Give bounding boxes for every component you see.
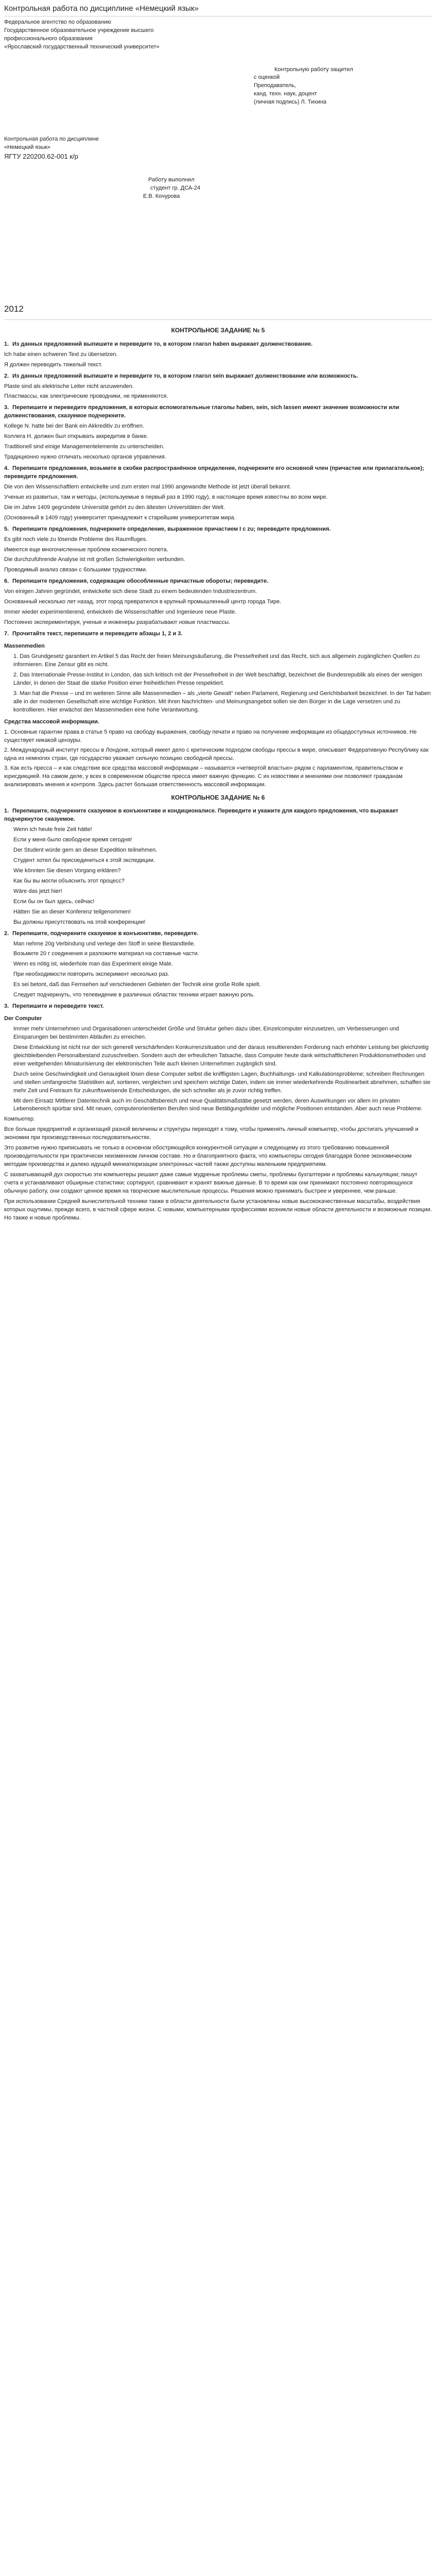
question-text: Перепишите и переведите текст. (12, 1003, 104, 1010)
university-line: «Ярославский государственный технический университет» (4, 43, 160, 50)
task-5-question-2 (4, 372, 432, 381)
answer-line: Имеются еще многочисленные проблем космического полета. (4, 546, 168, 553)
answer-line: Es sei betont, daß das Fernsehen auf verschiedenen Gebieten der Technik eine große Rolle spielt. (13, 981, 261, 988)
ministry-line: Федеральное агентство по образованию (4, 19, 111, 25)
answer-line: Die von den Wissenschaftlern entwickelte und zum ersten mal 1990 angewandte Methode ist jetzt überall bekannt. (4, 483, 291, 490)
answer-line: Как бы вы могли объяснить этот процесс? (13, 877, 125, 884)
answer-line: Возьмите 20 г соединения и разложите материал на составные части. (13, 951, 199, 957)
answer-line: Ученые из развитых, там и методы, (используемые в первый раз в 1990 году), в настоящее время известны во всем мире. (4, 494, 328, 500)
approval-line-4: канд. техн. наук, доцент (254, 91, 317, 97)
text-paragraph: Diese Entwicklung ist nicht nur der sich generell verschärfenden Konkurrenzsituation und der daraus resultierenden Forderung nach erhöhter Leistung bei gleichzeitig gleichbleibenden Personalbestand zuzuschreiben. Sondern auch der erfreulichen Tatsache, dass Computer heute dank wirtschaftlicheren Produktionsmethoden und einer weitgehenden Miniaturisierung der elektronischen Teile auch kleinen Unternehmen zugänglich sind. (13, 1044, 429, 1067)
text-paragraph: 2. Das Internationale Presse-Institut in London, das sich kritisch mit der Pressefreiheit in der Welt beschäftigt, bezeichnet die Bundesrepublik als eines der wenigen Länder, in denen der Staat die starke Position einer freiheitlichen Presse respektiert. (13, 671, 423, 686)
text-paragraph: Durch seine Geschwindigkeit und Genauigkeit lösen diese Computer selbst die kniffligsten Lagen, Buchhaltungs- und Kalkulationsprobleme; schreiben Rechnungen und stellen umfangreiche Statistiken auf, sortieren, vergleichen und speichern wichtige Daten, indem sie immer wiederkehrende Routinearbeit abnehmen, schaffen sie mehr Zeit und Freiraum für zukunftsweisende Entscheidungen, die sich schneller als je zuvor richtig treffen. (13, 1071, 430, 1094)
task-5-question-4 (4, 465, 432, 481)
answer-line: Immer wieder experimentierend, entwickeln die Wissenschaftler und Ingenieure neue Plaste. (4, 609, 237, 616)
question-number: 4. (4, 465, 9, 471)
question-number: 1. (4, 341, 9, 347)
approval-line-2: с оценкой (254, 74, 280, 81)
answer-line: Wenn es nötig ist, wiederhole man das Experiment einige Male. (13, 961, 173, 968)
work-block (4, 135, 432, 162)
answer-line: Вы должны присутствовать на этой конференции! (13, 919, 146, 925)
question-text: Прочитайте текст, перепишите и переведите абзацы 1, 2 и 3. (12, 631, 183, 637)
question-text: Перепишите, подчеркните сказуемое в конъюнктиве, переведите. (12, 930, 199, 937)
answer-line: Если бы он был здесь, сейчас! (13, 898, 95, 905)
page-title: Контрольная работа по дисциплине «Немецкий язык» (4, 3, 432, 16)
task-5-question-7 (4, 630, 432, 638)
answer-line: Постоянно экспериментируя, ученые и инженеры разрабатывают новые пластмассы. (4, 619, 231, 626)
answer-line: Проводимый анализ связан с большими трудностями. (4, 567, 148, 573)
question-number: 5. (4, 526, 9, 532)
text-heading: Der Computer (4, 1015, 42, 1022)
task-5-section (4, 326, 432, 789)
answer-line: Wie könnten Sie diesen Vorgang erklären? (13, 867, 121, 874)
student-line-3: Е.В. Кочурова (143, 193, 180, 199)
task-6-title: КОНТРОЛЬНОЕ ЗАДАНИЕ № 6 (171, 793, 265, 801)
answer-line: Die im Jahre 1409 gegründete Universität gehört zu den ältesten Universitäten der Welt. (4, 504, 225, 511)
question-text: Перепишите предложения, содержащие обособленные причастные обороты; переведите. (12, 578, 269, 585)
divider (4, 319, 432, 320)
work-line-1: Контрольная работа по дисциплине (4, 136, 99, 143)
answer-line: При необходимости повторить эксперимент несколько раз. (13, 971, 169, 978)
answer-line: Kollege N. hatte bei der Bank ein Akkreditiv zu eröffnen. (4, 423, 144, 430)
answer-line: Man nehme 20g Verbindung und verlege den Stoff in seine Bestandteile. (13, 940, 196, 947)
institution-line-2: профессионального образования (4, 35, 93, 42)
translation-paragraph: С захватывающей дух скоростью эти компьютеры решают даже самые мудреные проблемы сметы, проблемы бухгалтерии и проблемы калькуляции; пишут счета и устанавливают обширные статистики; сортируют, сравнивают и хранят важные данные. В то время как они принимают постоянно повторяющуюся обычную работу, они создают ценное время на творческие мыслительные процессы. Решения можно принимать быстрее и увереннее, чем раньше. (4, 1172, 417, 1194)
answer-line: Von einigen Jahren gegründet, entwickelte sich diese Stadt zu einem bedeutenden Industriezentrum. (4, 588, 257, 595)
title-page-header (4, 19, 432, 52)
translation-paragraph: Это развитие нужно приписывать не только в основном обостряющейся конкурентной ситуации и следующему из этого требованию повышенной производительности при практически неизменном личном составе. Но и благоприятного факта, что компьютеры сегодня благодаря более экономическим методам производства и далеко идущей миниатюризации электронных частей также доступны маленьким предприятиям. (4, 1145, 412, 1168)
answer-line: (Основанный в 1409 году) университет принадлежит к старейшим университетам мира. (4, 514, 236, 521)
task-6-question-3 (4, 1003, 432, 1011)
approval-line-3: Преподаватель, (254, 82, 296, 89)
work-code: ЯГТУ 220200.62-001 к/р (4, 152, 78, 161)
task-5-question-6 (4, 578, 432, 586)
task-6-question-1 (4, 807, 432, 824)
answer-line: Die durchzuführende Analyse ist mit großen Schwierigkeiten verbunden. (4, 556, 185, 563)
approval-block (254, 66, 432, 107)
year-label: 2012 (4, 303, 24, 314)
question-text: Из данных предложений выпишите и переведите то, в котором глагол haben выражает долженствование. (12, 341, 313, 347)
answer-line: Der Student würde gern an dieser Expedition teilnehmen. (13, 847, 158, 854)
answer-line: Plaste sind als elektrische Leiter nicht anzuwenden. (4, 383, 134, 389)
translation-heading: Средства массовой информации. (4, 719, 99, 725)
answer-line: Hätten Sie an dieser Konferenz teilgenommen! (13, 908, 131, 915)
question-number: 2. (4, 930, 9, 937)
approval-line-5: (личная подпись) Л. Тихина (254, 99, 327, 106)
text-paragraph: 3. Man hat die Presse – und im weiteren Sinne alle Massenmedien – als „vierte Gewalt“ neben Parlament, Regierung und Gerichtsbarkeit bezeichnet. In der Tat haben alle in der modernen Gesellschaft eine wichtige Funktion. Mit ihren Nachrichten- und Meinungsangebot sollen sie den Bürger in die Lage versetzen und zu kontrollieren. Hier erwächst den Massenmedien eine hohe Verantwortung. (13, 690, 431, 713)
answer-line: Traditionell sind einige Managementelemente zu unterscheiden. (4, 444, 165, 450)
task-5-question-5 (4, 526, 432, 534)
task-5-question-3 (4, 404, 432, 420)
translation-paragraph: При использовании Средней вычислительной техники также в области деятельности были установлены новые высококачественные масштабы, воздействия которых ощутимы, прежде всего, в частной сфере жизни. С новыми, компьютерными профессиями возникли новые области деятельности и возможные позиции. Но также и новые проблемы. (4, 1198, 432, 1221)
answer-line: Традиционно нужно отличать несколько органов управления. (4, 454, 166, 461)
translation-paragraph: 3. Как есть пресса – и как следствие все средства массовой информации – называется «четвертой властью» рядом с парламентом, правительством и юрисдикцией. На самом деле, у всех в современном обществе пресса имеет важную функцию. С их новостями и мнениями они позволяют гражданам анализировать мнения и контроля. Здесь растет большая ответственность массовой информации. (4, 765, 403, 788)
student-line-2: студент гр. ДСА-24 (150, 184, 201, 191)
text-paragraph: Mit dem Einsatz Mittlerer Datentechnik auch im Geschäftsbereich und neue Qualitätsmaßstäbe gesetzt werden, deren Auswirkungen vor allem im privaten Lebensbereich spürbar sind. Mit neuen, computerorientierten Berufen sind neue Betätigungsfelder und mögliche Positionen entstanden. Aber auch neue Probleme. (13, 1097, 423, 1112)
document-page (0, 0, 436, 1235)
question-number: 7. (4, 631, 9, 637)
answer-line: Основанный несколько лет назад, этот город превратился в крупный промышленный центр города Тире. (4, 599, 282, 605)
answer-line: Студент хотел бы присоединиться к этой экспедиции. (13, 857, 155, 864)
answer-line: Ich habe einen schweren Text zu übersetzen. (4, 351, 118, 358)
task-5-title: КОНТРОЛЬНОЕ ЗАДАНИЕ № 5 (171, 327, 265, 334)
question-text: Перепишите предложения, подчеркните определение, выраженное причастием I с zu; переведите предложения. (12, 526, 331, 532)
question-number: 3. (4, 1003, 9, 1010)
text-paragraph: Immer mehr Unternehmen und Organisationen unterscheidet Größe und Struktur gehen dazu über, Einzelcomputer einzusetzen, um Verbesserungen und Einsparungen bei bestimmten Abläufen zu erreichen. (13, 1026, 399, 1040)
task-6-question-2 (4, 930, 432, 938)
work-line-2: «Немецкий язык» (4, 144, 51, 151)
question-text: Из данных предложений выпишите и переведите то, в котором глагол sein выражает долженствование или возможность. (12, 372, 358, 379)
student-block (143, 176, 432, 201)
institution-line-1: Государственное образовательное учреждение высшего (4, 27, 154, 33)
question-number: 1. (4, 808, 9, 815)
translation-paragraph: 2. Международный институт прессы в Лондоне, который имеет дело с критическим подходом свободы прессы в мире, описывает Федеративную Республику как одна из немногих стран, где государство уважает сильную позицию свободной прессы. (4, 747, 429, 762)
question-number: 3. (4, 404, 9, 411)
question-text: Перепишите и переведите предложения, в которых вспомогательные глаголы haben, sein, sich lassen имеют значение возможности или долженствования, сказуемое подчеркните. (4, 404, 399, 419)
answer-line: Es gibt noch viele zu lösende Probleme des Raumfluges. (4, 536, 148, 543)
task-5-question-1 (4, 341, 432, 349)
translation-paragraph: 1. Основные гарантии права в статье 5 право на свободу выражения, свободу печати и право на получение информации из общедоступных источников. Не существует никакой цензуры. (4, 729, 417, 744)
answer-line: Коллега Н. должен был открывать аккредитив в банке. (4, 433, 149, 440)
task-6-section (4, 793, 432, 1223)
translation-heading: Компьютер. (4, 1116, 35, 1123)
student-line-1: Работу выполнил (148, 176, 195, 183)
question-number: 2. (4, 372, 9, 379)
translation-paragraph: Все больше предприятий и организаций разной величины и структуры переходят к тому, чтобы применять личный компьютер, чтобы достигать улучшений и экономии при производственных последовательностях. (4, 1126, 418, 1141)
answer-line: Wäre das jetzt hier! (13, 888, 62, 894)
answer-line: Если у меня было свободное время сегодня! (13, 837, 132, 843)
answer-line: Wenn ich heute freie Zeit hätte! (13, 826, 92, 833)
answer-line: Пластмассы, как электрические проводники, не применяются. (4, 393, 168, 400)
answer-line: Я должен переводить тяжелый текст. (4, 361, 102, 368)
question-number: 6. (4, 578, 9, 585)
approval-line-1: Контрольную работу защитил (274, 66, 353, 73)
text-paragraph: 1. Das Grundgesetz garantiert im Artikel 5 das Recht der freien Meinungsäußerung, die Pressefreiheit und das Recht, sich aus allgemein zugänglichen Quellen zu informieren. Eine Zensur gibt es nicht. (13, 653, 420, 668)
answer-line: Следует подчеркнуть, что телевидение в различных областях техники играет важную роль. (13, 992, 255, 998)
question-text: Перепишите, подчеркните сказуемое в конъюнктиве и кондиционалисе. Переведите и укажите для каждого предложения, что выражает подчеркнутое сказуемое. (4, 808, 398, 823)
text-heading: Massenmedien (4, 642, 45, 649)
question-text: Перепишите предложения, возьмите в скобки распространённое определение, подчеркните его основной член (причастие или прилагательное); переведите предложения. (4, 465, 425, 480)
